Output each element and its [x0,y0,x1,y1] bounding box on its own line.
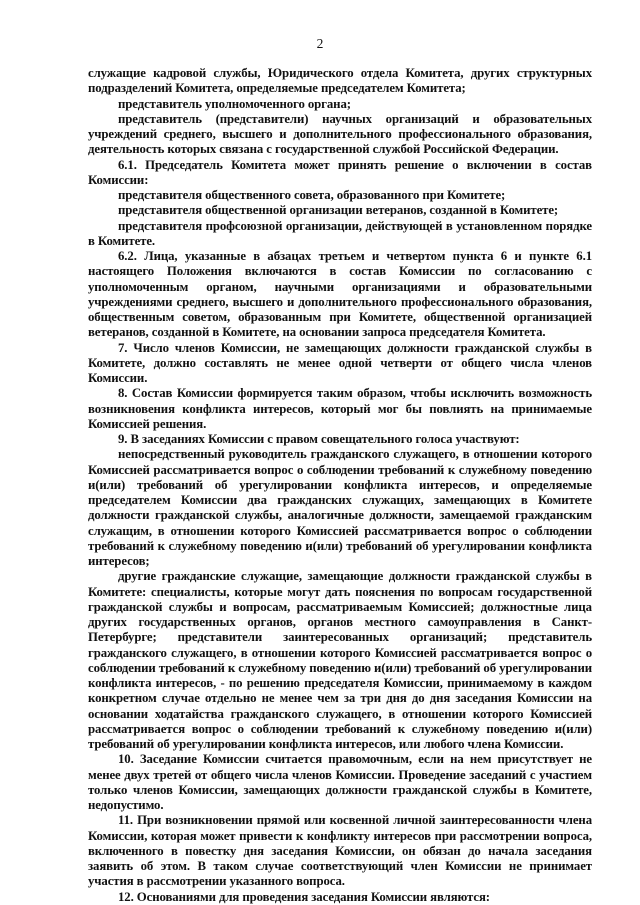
paragraph: служащие кадровой службы, Юридического отдела Комитета, других структурных подразделений Комитета, определяемые председателем Комитета; [88,66,592,96]
paragraph: 6.1. Председатель Комитета может принять решение о включении в состав Комиссии: [88,157,592,187]
paragraph: представителя общественного совета, образованного при Комитете; [118,188,506,202]
page-number: 2 [316,36,324,51]
paragraph: 10. Заседание Комиссии считается правомочным, если на нем присутствует не менее двух третей от общего числа членов Комиссии. Проведение заседаний с участием только членов Комиссии, замещающих должности гражданской службы в Комитете, недопустимо. [88,752,592,812]
document-body [88,66,592,905]
paragraph: 12. Основаниями для проведения заседания Комиссии являются: [118,889,490,904]
paragraph: 7. Число членов Комиссии, не замещающих должности гражданской службы в Комитете, должно составлять не менее одной четверти от общего числа членов Комиссии. [88,340,592,385]
paragraph: 11. При возникновении прямой или косвенной личной заинтересованности члена Комиссии, которая может привести к конфликту интересов при рассмотрении вопроса, включенного в повестку дня заседания Комиссии, он обязан до начала заседания заявить об этом. В таком случае соответствующий член Комиссии не принимает участия в рассмотрении указанного вопроса. [88,813,592,889]
paragraph: 8. Состав Комиссии формируется таким образом, чтобы исключить возможность возникновения конфликта интересов, который мог бы повлиять на принимаемые Комиссией решения. [88,386,592,431]
paragraph: 6.2. Лица, указанные в абзацах третьем и четвертом пункта 6 и пункте 6.1 настоящего Положения включаются в состав Комиссии по согласованию с уполномоченным органом, научными организациями и образовательными учреждениями среднего, высшего и дополнительного профессионального образования, общественным советом, образованным при Комитете, общественной организацией ветеранов, созданной в Комитете, на основании запроса председателя Комитета. [88,249,592,340]
paragraph: непосредственный руководитель гражданского служащего, в отношении которого Комиссией рассматривается вопрос о соблюдении требований к служебному поведению и(или) требований об урегулировании конфликта интересов, и определяемые председателем Комиссии два гражданских служащих, замещающих в Комитете должности гражданской службы, аналогичные должности, замещаемой гражданским служащим, в отношении которого Комиссией рассматривается вопрос о соблюдении требований к служебному поведению и(или) требований об урегулировании конфликта интересов; [88,447,592,568]
paragraph: представитель уполномоченного органа; [118,96,351,111]
paragraph: 9. В заседаниях Комиссии с правом совещательного голоса участвуют: [118,432,520,446]
paragraph: представителя профсоюзной организации, действующей в установленном порядке в Комитете. [88,218,592,248]
paragraph: другие гражданские служащие, замещающие должности гражданской службы в Комитете: специалисты, которые могут дать пояснения по вопросам государственной гражданской службы и вопросам, рассматриваемым Комиссией; должностные лица других государственных органов, органов местного самоуправления в Санкт-Петербурге; представители заинтересованных организаций; представитель гражданского служащего, в отношении которого Комиссией рассматривается вопрос о соблюдении требований к служебному поведению и(или) требований об урегулировании конфликта интересов, - по решению председателя Комиссии, принимаемому в каждом конкретном случае отдельно не менее чем за три дня до дня заседания Комиссии на основании ходатайства гражданского служащего, в отношении которого Комиссией рассматривается вопрос о соблюдении требований к служебному поведению и(или) требований об урегулировании конфликта интересов, или любого члена Комиссии. [88,569,592,751]
paragraph: представителя общественной организации ветеранов, созданной в Комитете; [118,203,559,218]
paragraph: представитель (представители) научных организаций и образовательных учреждений среднего, высшего и дополнительного профессионального образования, деятельность которых связана с государственной службой Российской Федерации. [88,111,592,157]
